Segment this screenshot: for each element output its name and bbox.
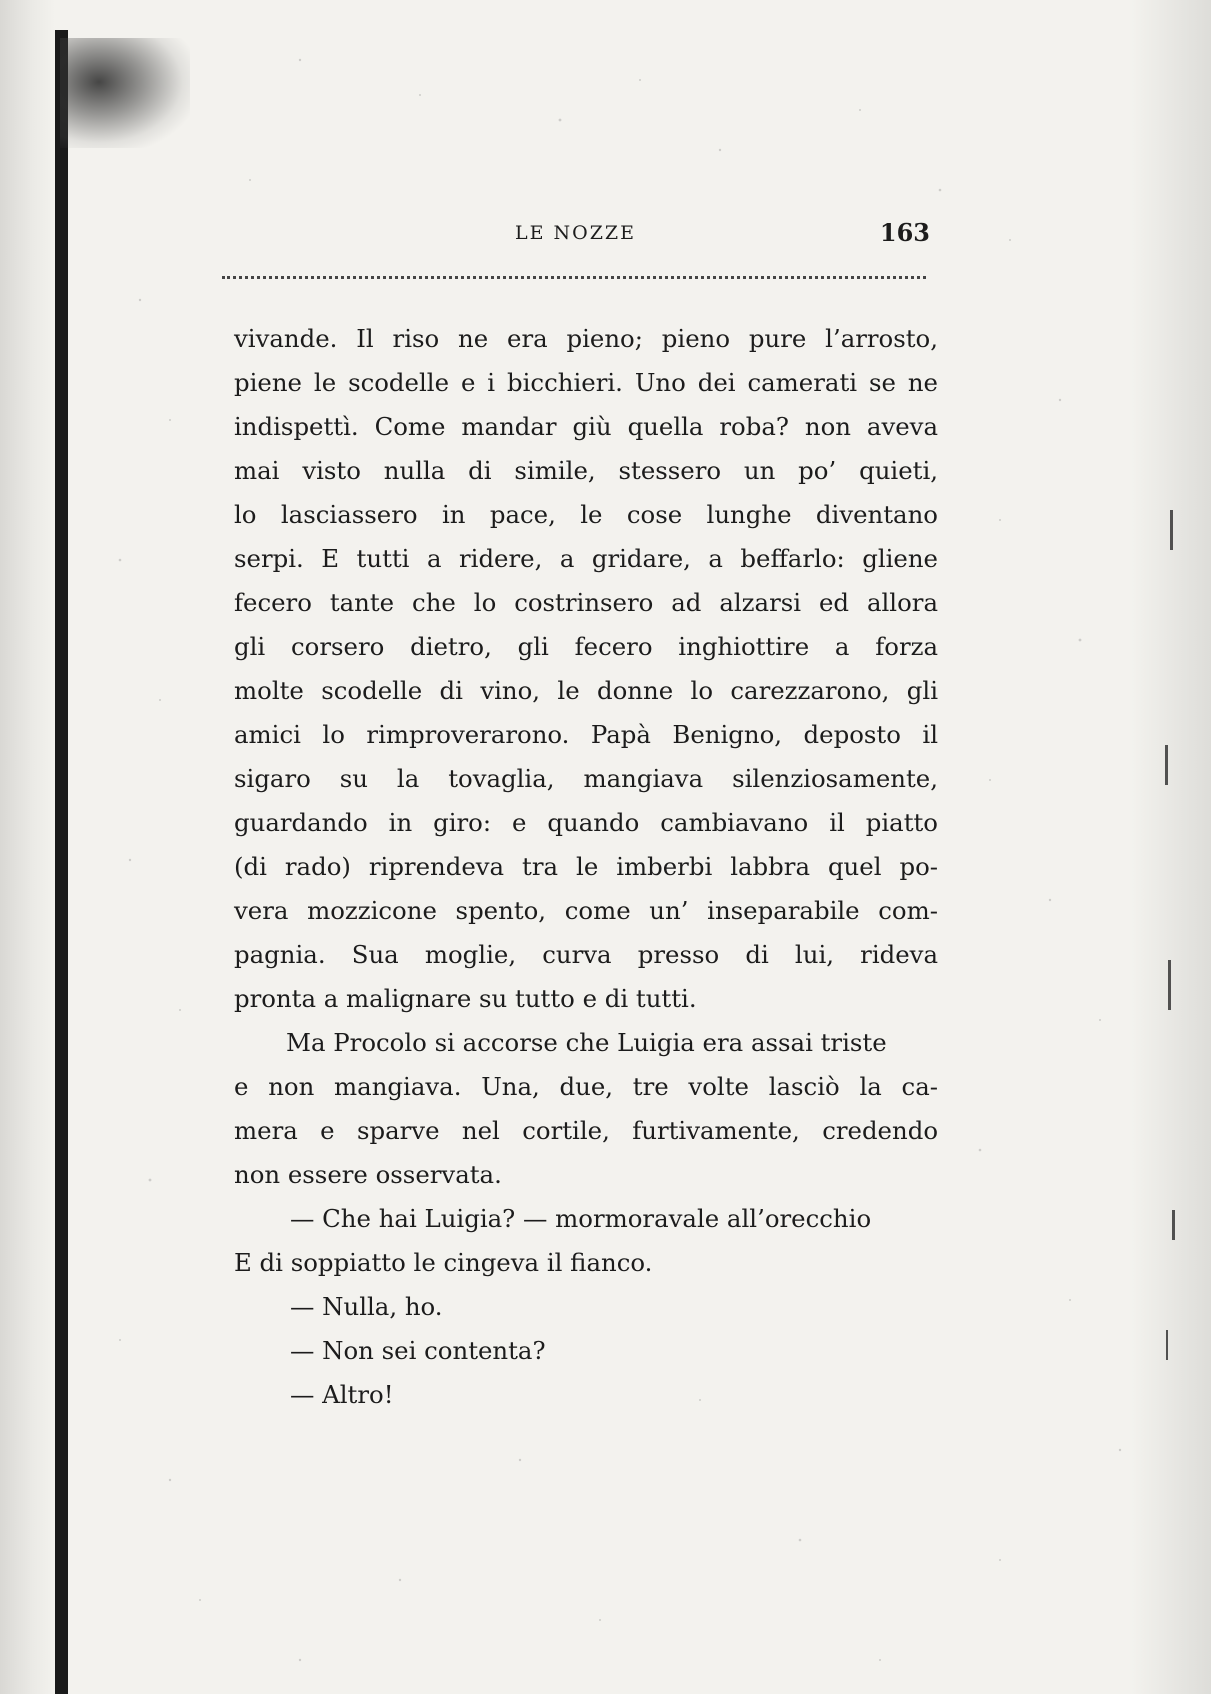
text-line: fecero tante che lo costrinsero ad alzarsi ed allora <box>234 588 938 617</box>
text-line: non essere osservata. <box>234 1160 502 1189</box>
dialogue-line: — Che hai Luigia? — mormoravale all’orecchio <box>290 1204 872 1233</box>
page-number: 163 <box>879 218 930 247</box>
book-binding-edge <box>55 30 68 1694</box>
text-line: piene le scodelle e i bicchieri. Uno dei camerati se ne <box>234 368 938 397</box>
paragraph-start-line: Ma Procolo si accorse che Luigia era assai triste <box>286 1028 887 1057</box>
page-body <box>234 317 938 1417</box>
text-line: gli corsero dietro, gli fecero inghiottire a forza <box>234 632 938 661</box>
dialogue-line: — Altro! <box>290 1380 394 1409</box>
text-line: vivande. Il riso ne era pieno; pieno pure l’arrosto, <box>234 324 938 353</box>
running-title: LE NOZZE <box>515 222 637 244</box>
text-line: sigaro su la tovaglia, mangiava silenziosamente, <box>234 764 938 793</box>
text-line: mera e sparve nel cortile, furtivamente, credendo <box>234 1116 938 1145</box>
scan-smudge <box>60 38 190 148</box>
text-line: amici lo rimproverarono. Papà Benigno, deposto il <box>234 720 938 749</box>
text-line: mai visto nulla di simile, stessero un po’ quieti, <box>234 456 938 485</box>
text-line: e non mangiava. Una, due, tre volte lasciò la ca- <box>234 1072 938 1101</box>
text-line: vera mozzicone spento, come un’ inseparabile com- <box>234 896 938 925</box>
text-line: guardando in giro: e quando cambiavano il piatto <box>234 808 938 837</box>
page-edge-shadow <box>1131 0 1211 1694</box>
header-rule <box>222 276 926 279</box>
dialogue-line: — Nulla, ho. <box>290 1292 443 1321</box>
dialogue-line: — Non sei contenta? <box>290 1336 546 1365</box>
text-line: pagnia. Sua moglie, curva presso di lui, rideva <box>234 940 938 969</box>
text-line: pronta a malignare su tutto e di tutti. <box>234 984 697 1013</box>
running-header <box>232 218 930 250</box>
text-line: serpi. E tutti a ridere, a gridare, a beffarlo: gliene <box>234 544 938 573</box>
text-line: (di rado) riprendeva tra le imberbi labbra quel po- <box>234 852 938 881</box>
text-line: lo lasciassero in pace, le cose lunghe diventano <box>234 500 938 529</box>
text-line: indispettì. Come mandar giù quella roba? non aveva <box>234 412 938 441</box>
text-line: E di soppiatto le cingeva il fianco. <box>234 1248 653 1277</box>
text-line: molte scodelle di vino, le donne lo carezzarono, gli <box>234 676 938 705</box>
binding-shadow <box>0 0 55 1694</box>
